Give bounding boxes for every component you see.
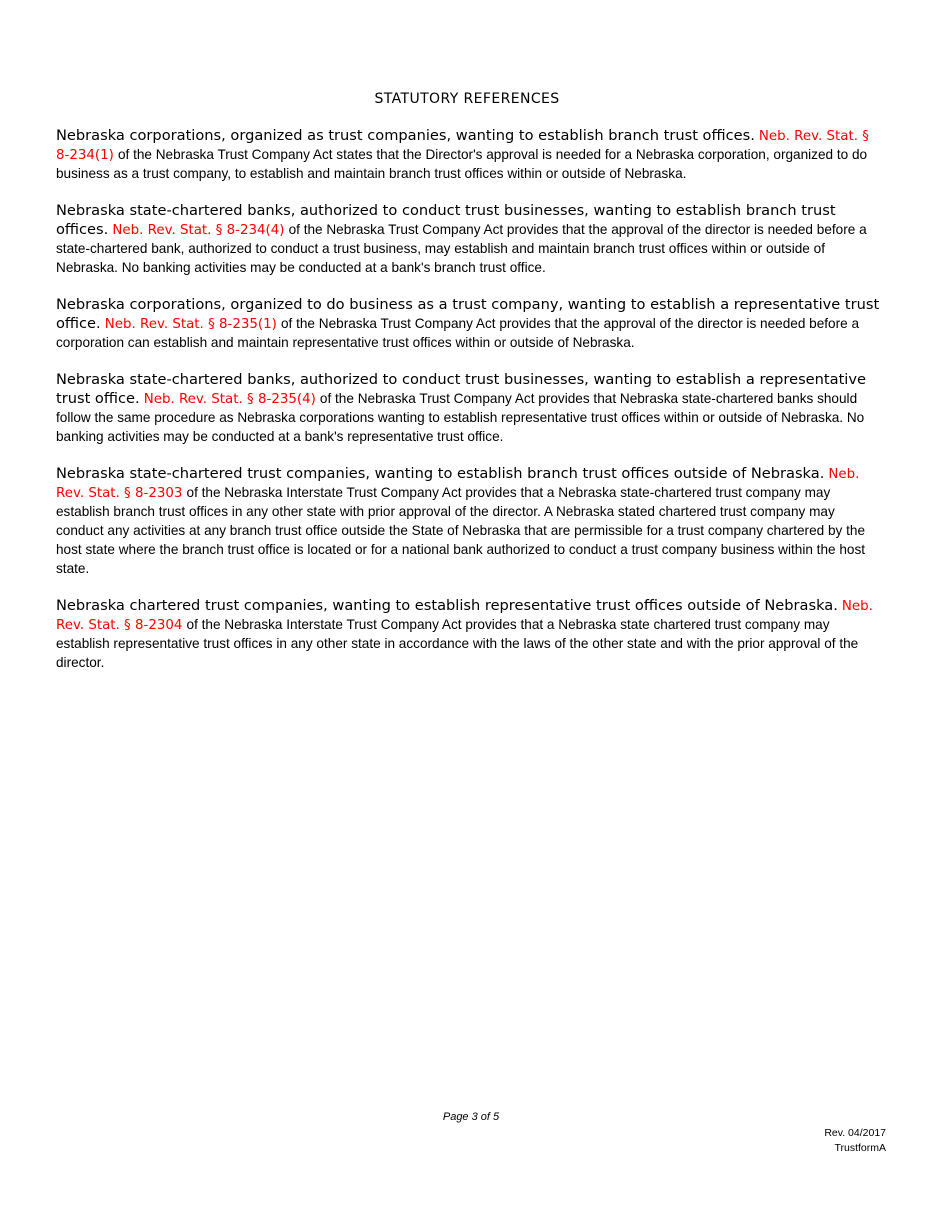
page-number: Page 3 of 5	[442, 1111, 500, 1123]
statute-paragraph-4	[56, 371, 884, 447]
paragraph-text: of the Nebraska Interstate Trust Company Act provides that a Nebraska state chartered trust company may establish representative trust offices in any other state in accordance with the laws of the other state and with the prior approval of the director.	[56, 617, 859, 670]
paragraph-lead: Nebraska corporations, organized to do business as a trust company, wanting to establish a representative trust office.	[56, 296, 880, 332]
paragraph-lead: Nebraska state-chartered banks, authorized to conduct trust businesses, wanting to establish branch trust offices.	[56, 202, 836, 238]
paragraph-lead: Nebraska state-chartered trust companies, wanting to establish branch trust offices outside of Nebraska.	[56, 465, 825, 482]
document-body	[56, 127, 884, 691]
paragraph-text: of the Nebraska Trust Company Act states that the Director's approval is needed for a Nebraska corporation, organized to do business as a trust company, to establish and maintain branch trust offices within or outside of Nebraska.	[56, 147, 868, 181]
statute-citation: Neb. Rev. Stat. § 8-2303	[56, 467, 860, 501]
statute-paragraph-5	[56, 465, 884, 579]
revision-date: Rev. 04/2017	[824, 1127, 886, 1139]
statute-paragraph-3	[56, 296, 884, 353]
paragraph-lead: Nebraska chartered trust companies, wanting to establish representative trust offices outside of Nebraska.	[56, 597, 838, 614]
statute-citation: Neb. Rev. Stat. § 8-2304	[56, 599, 873, 633]
paragraph-text: of the Nebraska Trust Company Act provides that the approval of the director is needed before a corporation can establish and maintain representative trust offices within or outside of Nebraska.	[56, 316, 860, 350]
paragraph-lead: Nebraska state-chartered banks, authorized to conduct trust businesses, wanting to establish a representative trust office.	[56, 371, 866, 407]
form-id: TrustformA	[834, 1142, 886, 1154]
paragraph-text: of the Nebraska Interstate Trust Company Act provides that a Nebraska state-chartered trust company may establish branch trust offices in any other state with prior approval of the director. A Nebraska stated chartered trust company may conduct any activities at any branch trust office outside the State of Nebraska that are permissible for a trust company chartered by the host state where the branch trust office is located or for a national bank authorized to conduct a trust company business within the host state.	[56, 485, 866, 576]
paragraph-text: of the Nebraska Trust Company Act provides that Nebraska state-chartered banks should follow the same procedure as Nebraska corporations wanting to establish representative trust offices within or outside of Nebraska. No banking activities may be conducted at a bank's representative trust office.	[56, 391, 865, 444]
statute-paragraph-1	[56, 127, 884, 184]
statute-paragraph-2	[56, 202, 884, 278]
statute-citation: Neb. Rev. Stat. § 8-235(4)	[143, 392, 316, 407]
paragraph-text: of the Nebraska Trust Company Act provides that the approval of the director is needed before a state-chartered bank, authorized to conduct a trust business, may establish and maintain branch trust offices within or outside of Nebraska. No banking activities may be conducted at a bank's branch trust office.	[56, 222, 867, 275]
statute-citation: Neb. Rev. Stat. § 8-234(4)	[112, 223, 285, 238]
revision-block	[824, 1126, 886, 1156]
page-title: STATUTORY REFERENCES	[374, 91, 560, 107]
paragraph-lead: Nebraska corporations, organized as trust companies, wanting to establish branch trust offices.	[56, 127, 755, 144]
statute-paragraph-6	[56, 597, 884, 673]
statute-citation: Neb. Rev. Stat. § 8-235(1)	[104, 317, 277, 332]
statute-citation: Neb. Rev. Stat. § 8-234(1)	[56, 129, 869, 163]
